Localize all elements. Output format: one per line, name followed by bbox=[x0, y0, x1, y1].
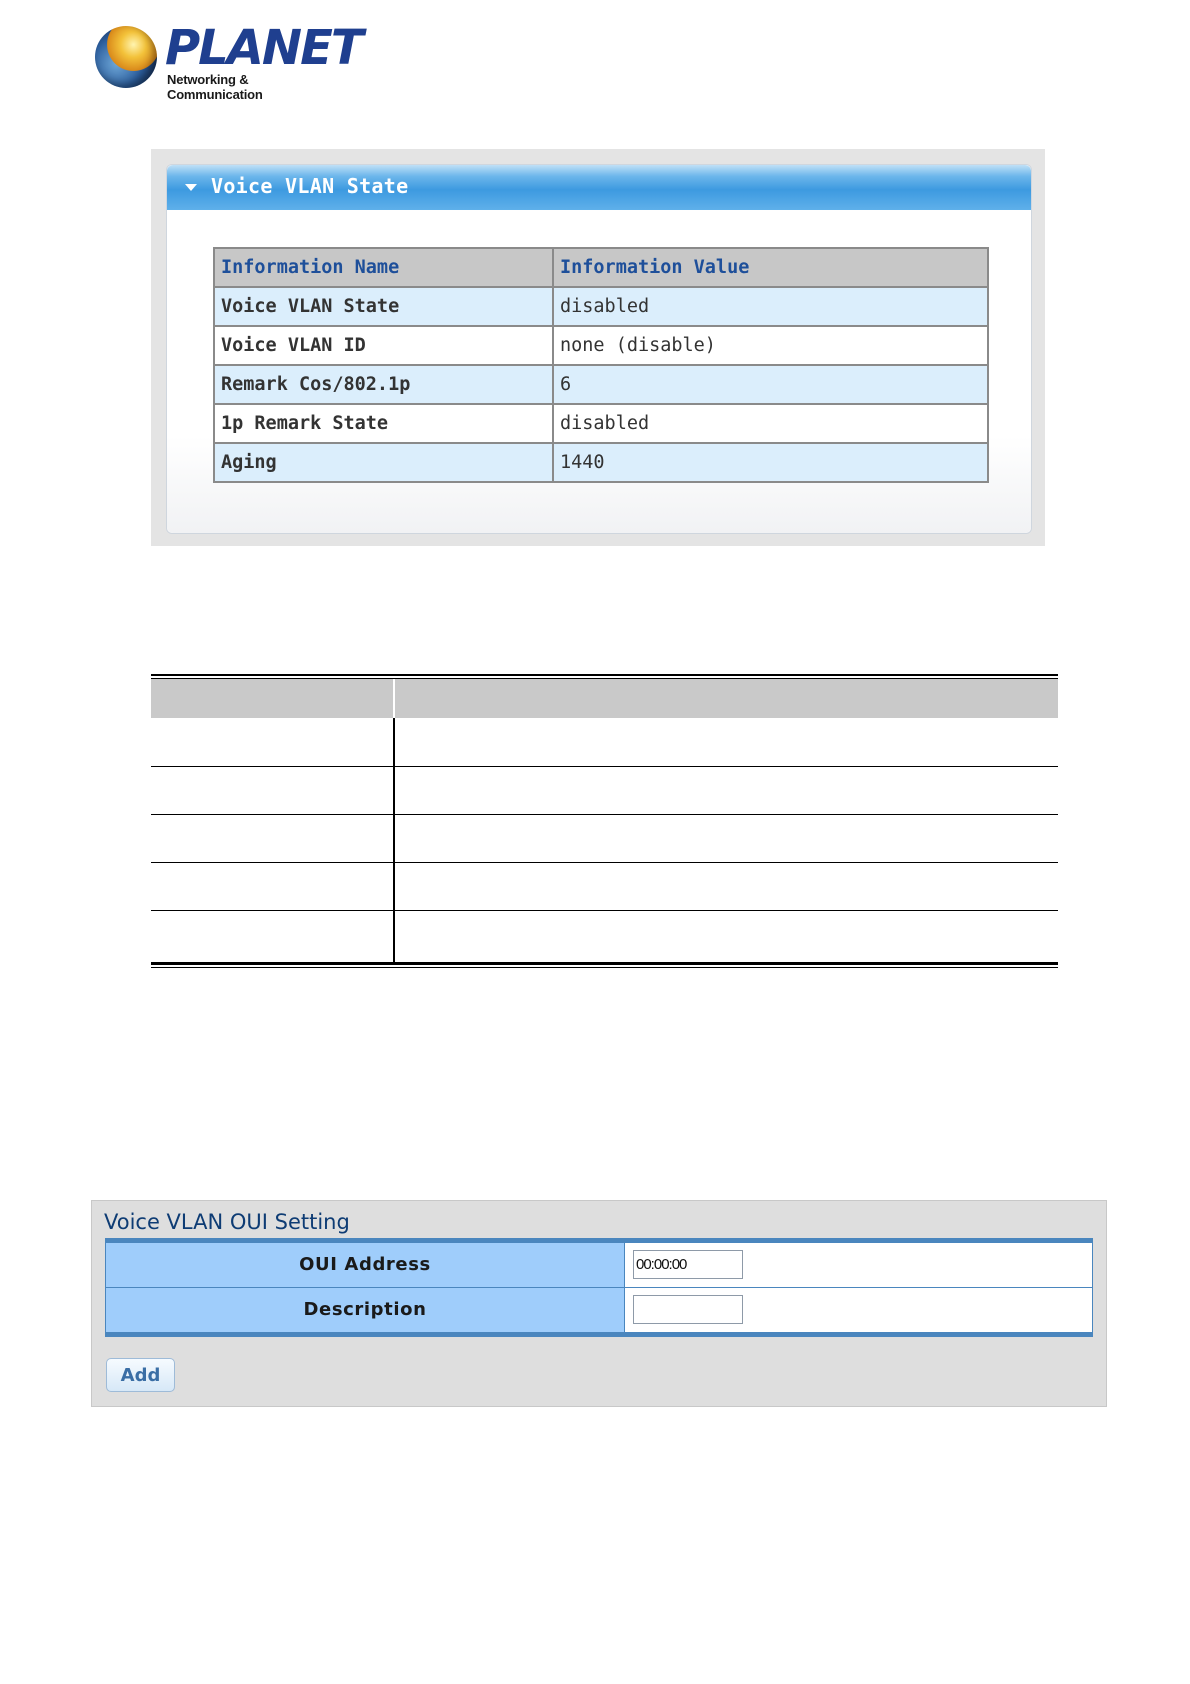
table-row-divider bbox=[151, 862, 1058, 863]
table-rule-bottom bbox=[151, 962, 1058, 965]
table-row bbox=[214, 404, 988, 443]
info-value: 1440 bbox=[553, 443, 988, 482]
oui-address-input[interactable] bbox=[633, 1250, 743, 1279]
voice-vlan-state-box bbox=[166, 164, 1032, 534]
table-column-divider bbox=[393, 718, 395, 962]
info-value: none (disable) bbox=[553, 326, 988, 365]
info-name: Remark Cos/802.1p bbox=[214, 365, 553, 404]
table-row-divider bbox=[151, 910, 1058, 911]
info-name: Voice VLAN State bbox=[214, 287, 553, 326]
table-row-divider bbox=[151, 766, 1058, 767]
info-table-header bbox=[214, 248, 988, 287]
description-row bbox=[106, 1288, 1092, 1332]
column-information-value: Information Value bbox=[553, 248, 988, 287]
table-row bbox=[214, 287, 988, 326]
table-rule-top bbox=[151, 674, 1058, 676]
collapse-caret-icon[interactable] bbox=[185, 184, 197, 191]
table-row bbox=[214, 326, 988, 365]
voice-vlan-oui-setting-panel bbox=[91, 1200, 1107, 1407]
voice-vlan-state-panel bbox=[151, 149, 1045, 546]
info-name: Voice VLAN ID bbox=[214, 326, 553, 365]
table-header bbox=[151, 679, 1058, 718]
info-value: disabled bbox=[553, 404, 988, 443]
info-value: 6 bbox=[553, 365, 988, 404]
globe-logo-icon bbox=[95, 26, 157, 88]
info-value: disabled bbox=[553, 287, 988, 326]
info-name: Aging bbox=[214, 443, 553, 482]
oui-address-row bbox=[106, 1243, 1092, 1288]
description-label: Description bbox=[106, 1288, 625, 1332]
table-rule-bottom-thin bbox=[151, 967, 1058, 968]
info-name: 1p Remark State bbox=[214, 404, 553, 443]
table-header-divider bbox=[393, 679, 395, 718]
oui-setting-title: Voice VLAN OUI Setting bbox=[104, 1210, 350, 1234]
logo-tagline: Networking & Communication bbox=[167, 72, 263, 102]
table-row bbox=[214, 443, 988, 482]
table-row bbox=[214, 365, 988, 404]
voice-vlan-info-table bbox=[213, 247, 989, 483]
table-row-divider bbox=[151, 814, 1058, 815]
voice-vlan-state-title: Voice VLAN State bbox=[211, 174, 409, 198]
oui-setting-table bbox=[105, 1238, 1093, 1337]
oui-address-label: OUI Address bbox=[106, 1243, 625, 1287]
planet-logo bbox=[95, 20, 362, 102]
logo-wordmark: PLANET bbox=[165, 20, 362, 76]
voice-vlan-state-header[interactable] bbox=[167, 165, 1031, 210]
description-input[interactable] bbox=[633, 1295, 743, 1324]
column-information-name: Information Name bbox=[214, 248, 553, 287]
add-button[interactable]: Add bbox=[106, 1358, 175, 1392]
